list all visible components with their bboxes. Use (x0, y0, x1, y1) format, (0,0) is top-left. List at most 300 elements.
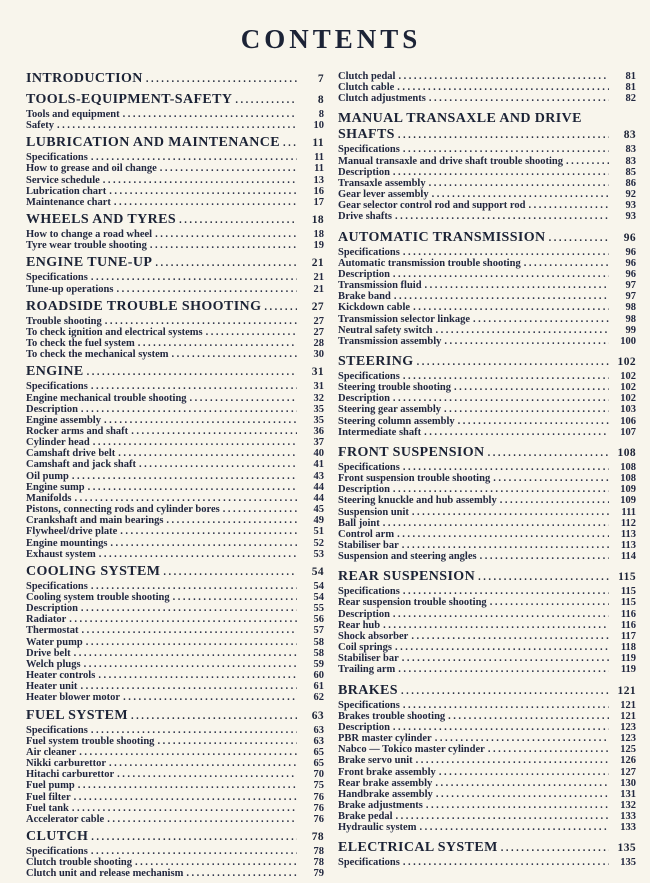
page-number: 123 (620, 733, 636, 745)
page-number: 43 (313, 470, 324, 482)
toc-entry-row (338, 314, 636, 325)
toc-entry-row (338, 404, 636, 415)
toc-entry-label: Hitachi carburettor (26, 769, 115, 781)
page-number: 127 (620, 766, 636, 778)
toc-entry-row (26, 581, 324, 592)
dot-leader (393, 722, 609, 733)
dot-leader (403, 857, 609, 868)
toc-entry-row (26, 482, 324, 493)
toc-entry-label: Specifications (338, 144, 400, 156)
dot-leader (78, 780, 297, 791)
toc-entry-label: Steering column assembly (338, 415, 455, 427)
toc-entry-label: Manual transaxle and drive shaft trouble shooting (338, 155, 563, 167)
toc-entry-label: Specifications (338, 461, 400, 473)
toc-entry-label: Specifications (338, 586, 400, 598)
toc-entry-row (338, 789, 636, 800)
toc-entry-label: Rear hub (338, 619, 381, 631)
dot-leader (429, 93, 609, 104)
dot-leader (264, 300, 297, 316)
toc-entry-row (338, 93, 636, 104)
page-number: 63 (313, 735, 324, 747)
toc-section (338, 71, 636, 104)
dot-leader (173, 592, 297, 603)
toc-entry-label: Specifications (338, 857, 400, 869)
toc-entry-row (26, 692, 324, 703)
toc-entry-row (26, 648, 324, 659)
page-number: 121 (620, 699, 636, 711)
page-number: 76 (313, 802, 324, 814)
dot-leader (139, 459, 297, 470)
dot-leader (439, 767, 609, 778)
dot-leader (135, 857, 297, 868)
toc-section (26, 92, 324, 131)
toc-entry-row (26, 163, 324, 174)
toc-entry-row (338, 495, 636, 506)
dot-leader (403, 371, 609, 382)
toc-entry-row (26, 659, 324, 670)
dot-leader (411, 631, 609, 642)
page-number: 49 (313, 515, 324, 527)
page-number: 30 (313, 349, 324, 361)
page-number: 115 (620, 586, 636, 598)
page-number: 135 (617, 842, 636, 855)
page-number: 57 (313, 625, 324, 637)
dot-leader (393, 484, 609, 495)
dot-leader (155, 256, 297, 272)
toc-entry-label: Front suspension trouble shooting (338, 473, 491, 485)
page-number: 109 (620, 495, 636, 507)
dot-leader (444, 404, 609, 415)
page-number: 116 (620, 608, 636, 620)
page-number: 113 (620, 540, 636, 551)
toc-entry-label: Neutral safety switch (338, 324, 433, 336)
page-number: 11 (314, 152, 324, 164)
dot-leader (501, 841, 609, 857)
toc-header-label: FUEL SYSTEM (26, 707, 129, 723)
dot-leader (398, 71, 609, 82)
toc-entry-label: Rear brake assembly (338, 777, 433, 789)
toc-entry-label: Welch plugs (26, 658, 81, 670)
toc-entry-row (338, 540, 636, 551)
toc-entry-row (26, 415, 324, 426)
toc-entry-label: Clutch unit and release mechanism (26, 868, 184, 880)
page-number: 133 (620, 811, 636, 823)
dot-leader (72, 471, 297, 482)
toc-header-label: COOLING SYSTEM (26, 563, 161, 579)
toc-entry-row (338, 586, 636, 597)
dot-leader (116, 284, 297, 295)
page-number: 83 (623, 129, 636, 142)
page-number: 119 (620, 664, 636, 676)
toc-section (338, 840, 636, 868)
toc-entry-row (338, 822, 636, 833)
dot-leader (160, 163, 297, 174)
dot-leader (454, 382, 609, 393)
toc-entry-row (338, 653, 636, 664)
dot-leader (91, 830, 297, 846)
toc-entry-label: To check ignition and electrical systems (26, 326, 203, 338)
toc-section (338, 230, 636, 347)
toc-entry-label: Nabco — Tokico master cylinder (338, 744, 485, 756)
toc-section (338, 569, 636, 675)
page-number: 17 (313, 196, 324, 208)
toc-entry-row (338, 416, 636, 427)
page-number: 63 (311, 709, 324, 722)
toc-entry-label: Coil springs (338, 642, 392, 654)
page-number: 97 (625, 291, 636, 303)
toc-entry-label: Service schedule (26, 174, 100, 186)
toc-entry-row (338, 71, 636, 82)
toc-entry-row (338, 258, 636, 269)
dot-leader (403, 247, 609, 258)
toc-section (26, 364, 324, 560)
toc-entry-row (338, 631, 636, 642)
page-number: 131 (620, 788, 636, 800)
toc-entry-label: Tyre wear trouble shooting (26, 240, 147, 252)
dot-leader (74, 792, 297, 803)
dot-leader (69, 614, 297, 625)
toc-section (26, 829, 324, 879)
dot-leader (426, 800, 609, 811)
toc-entry-label: Control arm (338, 528, 395, 540)
page-number: 83 (625, 155, 636, 167)
page-number: 93 (625, 211, 636, 223)
toc-header-label: ENGINE TUNE-UP (26, 255, 153, 271)
page-number: 135 (620, 857, 636, 869)
page-number: 85 (625, 166, 636, 178)
page-number: 27 (313, 326, 324, 338)
page-title: CONTENTS (240, 24, 422, 54)
dot-leader (397, 529, 609, 540)
page-number: 115 (620, 597, 636, 609)
toc-column-left (26, 71, 324, 879)
toc-entry-row (338, 518, 636, 529)
dot-leader (413, 302, 609, 313)
page-number: 75 (313, 780, 324, 792)
toc-entry-label: Brake servo unit (338, 755, 413, 767)
toc-entry-row (338, 302, 636, 313)
toc-header-label: FRONT SUSPENSION (338, 444, 485, 460)
toc-entry-row (26, 747, 324, 758)
page-number: 11 (314, 163, 324, 175)
page-number: 106 (620, 415, 636, 427)
toc-section (26, 212, 324, 251)
toc-entry-label: Rocker arms and shaft (26, 425, 129, 437)
dot-leader (412, 507, 609, 518)
toc-entry-row (26, 769, 324, 780)
dot-leader (123, 109, 297, 120)
toc-entry-label: Ball joint (338, 517, 380, 529)
page-number: 115 (618, 571, 636, 584)
page-number: 61 (313, 681, 324, 693)
toc-entry-row (26, 327, 324, 338)
dot-leader (131, 709, 297, 725)
toc-entry-label: Steering trouble shooting (338, 382, 451, 394)
toc-entry-row (26, 736, 324, 747)
toc-entry-label: Specifications (338, 370, 400, 382)
dot-leader (383, 518, 609, 529)
dot-leader (91, 381, 297, 392)
toc-entry-row (338, 336, 636, 347)
dot-leader (79, 747, 297, 758)
toc-header-row (26, 364, 324, 381)
toc-entry-label: Thermostat (26, 625, 79, 637)
dot-leader (425, 280, 609, 291)
toc-entry-row (26, 316, 324, 327)
dot-leader (105, 316, 297, 327)
toc-header-row (26, 708, 324, 725)
toc-header-row (26, 212, 324, 229)
dot-leader (91, 152, 297, 163)
dot-leader (146, 72, 297, 88)
toc-entry-row (338, 733, 636, 744)
page-number: 27 (313, 315, 324, 327)
page-number: 132 (620, 799, 636, 811)
toc-entry-label: Accelerator cable (26, 813, 105, 825)
page-number: 81 (625, 71, 636, 82)
dot-leader (84, 659, 297, 670)
toc-header-row (338, 127, 636, 144)
page-number: 96 (625, 246, 636, 258)
toc-entry-row (338, 722, 636, 733)
dot-leader (103, 175, 297, 186)
dot-leader (403, 462, 609, 473)
toc-entry-label: Clutch adjustments (338, 93, 426, 105)
toc-entry-row (26, 670, 324, 681)
toc-header-row (338, 840, 636, 857)
dot-leader (398, 664, 609, 675)
page-number: 116 (620, 619, 636, 631)
page-number: 21 (313, 283, 324, 295)
toc-entry-row (26, 725, 324, 736)
toc-header-label: INTRODUCTION (26, 71, 143, 86)
toc-entry-row (26, 175, 324, 186)
toc-entry-label: Clutch cable (338, 82, 395, 94)
toc-entry-label: Specifications (26, 152, 88, 164)
dot-leader (109, 186, 297, 197)
dot-leader (566, 156, 609, 167)
toc-entry-label: Radiator (26, 614, 67, 626)
toc-entry-row (26, 504, 324, 515)
toc-entry-label: Engine sump (26, 481, 85, 493)
toc-entry-row (26, 152, 324, 163)
toc-entry-label: Specifications (338, 699, 400, 711)
dot-leader (138, 338, 297, 349)
page-number: 65 (313, 758, 324, 770)
toc-header-row (26, 71, 324, 88)
page-number: 76 (313, 791, 324, 803)
toc-header-row (338, 354, 636, 371)
toc-entry-row (26, 526, 324, 537)
dot-leader (490, 597, 609, 608)
dot-leader (82, 625, 298, 636)
dot-leader (86, 637, 297, 648)
page-number: 102 (620, 393, 636, 405)
toc-header-label: CLUTCH (26, 828, 89, 844)
toc-header-label: LUBRICATION AND MAINTENANCE (26, 135, 281, 151)
toc-entry-row (338, 393, 636, 404)
page-number: 78 (313, 845, 324, 857)
dot-leader (403, 700, 609, 711)
page-number: 98 (625, 302, 636, 314)
page-number: 83 (625, 144, 636, 156)
toc-entry-row (26, 758, 324, 769)
page-number: 63 (313, 724, 324, 736)
toc-entry-row (338, 664, 636, 675)
toc-entry-row (26, 681, 324, 692)
toc-entry-label: Tune-up operations (26, 283, 114, 295)
dot-leader (500, 495, 609, 506)
toc-entry-label: Heater controls (26, 670, 96, 682)
toc-entry-row (26, 381, 324, 392)
toc-entry-label: Camshaft and jack shaft (26, 459, 136, 471)
toc-entry-label: Trouble shooting (26, 315, 102, 327)
toc-entry-label: Intermediate shaft (338, 426, 422, 438)
toc-entry-row (26, 637, 324, 648)
dot-leader (395, 642, 609, 653)
dot-leader (123, 692, 297, 703)
toc-entry-label: Manifolds (26, 492, 72, 504)
toc-entry-label: Suspension and steering angles (338, 551, 477, 563)
page-number: 51 (313, 526, 324, 538)
toc-entry-label: Pistons, connecting rods and cylinder bores (26, 504, 220, 516)
dot-leader (395, 211, 609, 222)
toc-entry-row (26, 186, 324, 197)
dot-leader (528, 200, 609, 211)
toc-entry-row (26, 471, 324, 482)
toc-entry-label: Transmission selector linkage (338, 313, 471, 325)
dot-leader (458, 416, 609, 427)
dot-leader (393, 167, 609, 178)
toc-entry-row (26, 197, 324, 208)
toc-header-row (26, 829, 324, 846)
toc-entry-label: Description (338, 484, 390, 496)
dot-leader (419, 822, 609, 833)
toc-section (26, 708, 324, 825)
dot-leader (448, 711, 609, 722)
toc-entry-label: Specifications (26, 724, 88, 736)
toc-entry-label: Handbrake assembly (338, 788, 433, 800)
toc-entry-row (338, 767, 636, 778)
toc-entry-label: How to change a road wheel (26, 229, 153, 241)
page-number: 78 (313, 857, 324, 869)
toc-entry-label: Description (338, 608, 390, 620)
toc-entry-row (26, 846, 324, 857)
page-number: 31 (311, 366, 324, 379)
page-number: 13 (313, 174, 324, 186)
toc-entry-label: Brakes trouble shooting (338, 710, 446, 722)
toc-header-row (338, 230, 636, 247)
page-number: 65 (313, 746, 324, 758)
toc-entry-label: Exhaust system (26, 548, 96, 560)
toc-entry-label: PBR master cylinder (338, 733, 432, 745)
page-number: 97 (625, 280, 636, 292)
toc-entry-label: To check the fuel system (26, 338, 135, 350)
page-number: 93 (625, 200, 636, 212)
toc-entry-label: Brake band (338, 291, 391, 303)
toc-entry-row (26, 603, 324, 614)
page-number: 111 (621, 506, 636, 518)
dot-leader (403, 144, 609, 155)
toc-entry-label: Description (338, 721, 390, 733)
page-number: 102 (620, 382, 636, 394)
page-number: 102 (620, 370, 636, 382)
toc-entry-label: Description (338, 268, 390, 280)
page-number: 126 (620, 755, 636, 767)
dot-leader (91, 272, 297, 283)
page-number: 60 (313, 670, 324, 682)
dot-leader (117, 769, 297, 780)
toc-entry-label: Tools and equipment (26, 109, 120, 120)
page-number: 52 (313, 537, 324, 549)
page-number: 58 (313, 647, 324, 659)
page-number: 32 (313, 392, 324, 404)
toc-entry-label: Water pump (26, 636, 83, 648)
toc-entry-label: Brake pedal (338, 811, 393, 823)
toc-entry-row (26, 240, 324, 251)
page-number: 112 (620, 517, 636, 529)
toc-entry-row (338, 167, 636, 178)
toc-entry-row (26, 857, 324, 868)
toc-entry-label: Nikki carburettor (26, 758, 107, 770)
dot-leader (166, 515, 297, 526)
toc-header-row (26, 299, 324, 316)
page-number: 102 (617, 355, 636, 368)
page-number: 8 (317, 94, 324, 106)
page-number: 108 (620, 461, 636, 473)
dot-leader (163, 565, 297, 581)
toc-header-row (338, 445, 636, 462)
toc-section (338, 445, 636, 562)
toc-entry-label: Stabiliser bar (338, 540, 399, 551)
page-number: 59 (313, 658, 324, 670)
dot-leader (549, 231, 609, 247)
toc-entry-row (338, 144, 636, 155)
page-number: 45 (313, 504, 324, 516)
toc-entry-label: Description (26, 603, 78, 615)
page-number: 35 (313, 403, 324, 415)
toc-entry-row (26, 792, 324, 803)
toc-header-row (338, 569, 636, 586)
toc-entry-label: Steering knuckle and hub assembly (338, 495, 497, 507)
dot-leader (172, 349, 297, 360)
toc-entry-row (338, 280, 636, 291)
toc-entry-row (338, 800, 636, 811)
dot-leader (435, 733, 609, 744)
toc-entry-label: Engine mountings (26, 537, 108, 549)
toc-header-row (26, 564, 324, 581)
toc-header-row (26, 135, 324, 152)
toc-entry-row (26, 515, 324, 526)
page-number: 78 (311, 830, 324, 843)
toc-entry-row (26, 803, 324, 814)
toc-entry-row (26, 780, 324, 791)
page-number: 70 (313, 769, 324, 781)
page-number: 121 (617, 684, 636, 697)
toc-entry-row (338, 642, 636, 653)
dot-leader (473, 314, 609, 325)
dot-leader (444, 336, 609, 347)
toc-entry-row (338, 597, 636, 608)
dot-leader (120, 526, 297, 537)
toc-section (26, 135, 324, 208)
page-number: 58 (313, 636, 324, 648)
toc-entry-label: Fuel filter (26, 791, 71, 803)
toc-header-row (26, 255, 324, 272)
toc-entry-label: Description (338, 166, 390, 178)
toc-header-label: SHAFTS (338, 127, 395, 143)
toc-entry-row (26, 448, 324, 459)
